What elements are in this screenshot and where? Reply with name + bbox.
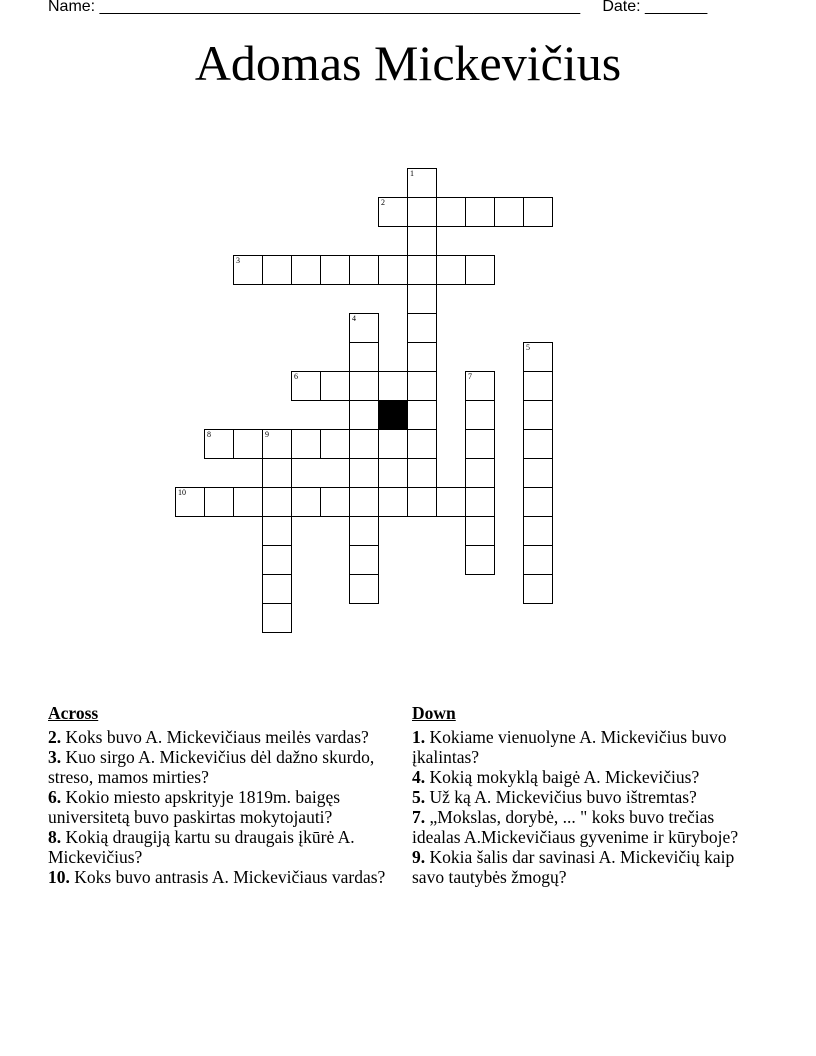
grid-cell[interactable]: [233, 255, 263, 285]
grid-cell[interactable]: [378, 487, 408, 517]
grid-cell[interactable]: [349, 516, 379, 546]
clue-across-6: 6. Kokio miesto apskrityje 1819m. baigęs universitetą buvo paskirtas mokytojauti?: [48, 787, 341, 827]
grid-cell[interactable]: [349, 255, 379, 285]
grid-cell[interactable]: [378, 255, 408, 285]
across-clues: [48, 703, 388, 887]
grid-cell[interactable]: [349, 545, 379, 575]
clue-down-4: 4. Kokią mokyklą baigė A. Mickevičius?: [412, 767, 700, 787]
grid-cell[interactable]: [262, 574, 292, 604]
clue-across-2: 2. Koks buvo A. Mickevičiaus meilės vardas?: [48, 727, 369, 747]
grid-cell[interactable]: [291, 487, 321, 517]
grid-cell[interactable]: [407, 429, 437, 459]
grid-cell[interactable]: [407, 255, 437, 285]
black-cell: [378, 400, 408, 430]
date-label: Date:: [602, 0, 641, 15]
clue-number: 8: [207, 430, 211, 439]
grid-cell[interactable]: [233, 429, 263, 459]
grid-cell[interactable]: [407, 371, 437, 401]
grid-cell[interactable]: [378, 429, 408, 459]
grid-cell[interactable]: [465, 400, 495, 430]
grid-cell[interactable]: [407, 342, 437, 372]
grid-cell[interactable]: [291, 255, 321, 285]
grid-cell[interactable]: [465, 371, 495, 401]
clue-across-3: 3. Kuo sirgo A. Mickevičius dėl dažno skurdo, streso, mamos mirties?: [48, 747, 375, 787]
clue-number: 6: [294, 372, 298, 381]
grid-cell[interactable]: [465, 429, 495, 459]
grid-cell[interactable]: [233, 487, 263, 517]
grid-cell[interactable]: [465, 545, 495, 575]
grid-cell[interactable]: [494, 197, 524, 227]
grid-cell[interactable]: [407, 487, 437, 517]
grid-cell[interactable]: [349, 458, 379, 488]
grid-cell[interactable]: [204, 487, 234, 517]
grid-cell[interactable]: [262, 429, 292, 459]
grid-cell[interactable]: [465, 516, 495, 546]
grid-cell[interactable]: [320, 371, 350, 401]
grid-cell[interactable]: [436, 197, 466, 227]
grid-cell[interactable]: [320, 429, 350, 459]
grid-cell[interactable]: [465, 255, 495, 285]
grid-cell[interactable]: [349, 400, 379, 430]
grid-cell[interactable]: [465, 487, 495, 517]
grid-cell[interactable]: [262, 516, 292, 546]
name-label: Name:: [48, 0, 96, 15]
clue-number: 5: [526, 343, 530, 352]
grid-cell[interactable]: [291, 371, 321, 401]
grid-cell[interactable]: [378, 371, 408, 401]
grid-cell[interactable]: [262, 458, 292, 488]
grid-cell[interactable]: [523, 487, 553, 517]
grid-cell[interactable]: [407, 284, 437, 314]
grid-cell[interactable]: [407, 226, 437, 256]
grid-cell[interactable]: [262, 255, 292, 285]
clue-number: 4: [352, 314, 356, 323]
clue-number: 9: [265, 430, 269, 439]
grid-cell[interactable]: [378, 197, 408, 227]
grid-cell[interactable]: [407, 313, 437, 343]
clue-number: 1: [410, 169, 414, 178]
date-field[interactable]: _______: [645, 0, 708, 15]
grid-cell[interactable]: [523, 458, 553, 488]
clue-down-5: 5. Už ką A. Mickevičius buvo ištremtas?: [412, 787, 697, 807]
grid-cell[interactable]: [436, 255, 466, 285]
grid-cell[interactable]: [349, 487, 379, 517]
clue-across-10: 10. Koks buvo antrasis A. Mickevičiaus vardas?: [48, 867, 386, 887]
grid-cell[interactable]: [523, 429, 553, 459]
grid-cell[interactable]: [320, 255, 350, 285]
grid-cell[interactable]: [523, 400, 553, 430]
grid-cell[interactable]: [262, 603, 292, 633]
grid-cell[interactable]: [407, 197, 437, 227]
grid-cell[interactable]: [349, 342, 379, 372]
grid-cell[interactable]: [262, 487, 292, 517]
grid-cell[interactable]: [349, 313, 379, 343]
grid-cell[interactable]: [436, 487, 466, 517]
clue-number: 7: [468, 372, 472, 381]
grid-cell[interactable]: [465, 197, 495, 227]
clue-down-9: 9. Kokia šalis dar savinasi A. Mickevičių kaip savo tautybės žmogų?: [412, 847, 735, 887]
clue-number: 2: [381, 198, 385, 207]
grid-cell[interactable]: [523, 574, 553, 604]
grid-cell[interactable]: [204, 429, 234, 459]
grid-cell[interactable]: [523, 545, 553, 575]
grid-cell[interactable]: [320, 487, 350, 517]
name-field[interactable]: ______________________________________________________: [99, 0, 581, 15]
grid-cell[interactable]: [523, 516, 553, 546]
clue-number: 3: [236, 256, 240, 265]
clue-down-1: 1. Kokiame vienuolyne A. Mickevičius buvo įkalintas?: [412, 727, 727, 767]
clue-across-8: 8. Kokią draugiją kartu su draugais įkūrė A. Mickevičius?: [48, 827, 355, 867]
grid-cell[interactable]: [523, 342, 553, 372]
across-heading: Across: [48, 703, 99, 723]
grid-cell[interactable]: [175, 487, 205, 517]
grid-cell[interactable]: [407, 168, 437, 198]
down-heading: Down: [412, 703, 456, 723]
clue-number: 10: [178, 488, 186, 497]
grid-cell[interactable]: [523, 197, 553, 227]
grid-cell[interactable]: [407, 458, 437, 488]
grid-cell[interactable]: [291, 429, 321, 459]
clue-down-7: 7. „Mokslas, dorybė, ... " koks buvo trečias idealas A.Mickevičiaus gyvenime ir kūryboje?: [412, 807, 739, 847]
page-title: Adomas Mickevičius: [194, 35, 622, 91]
grid-cell[interactable]: [523, 371, 553, 401]
grid-cell[interactable]: [465, 458, 495, 488]
grid-cell[interactable]: [349, 371, 379, 401]
down-clues: [412, 703, 752, 887]
grid-cell[interactable]: [349, 429, 379, 459]
grid-cell[interactable]: [349, 574, 379, 604]
grid-cell[interactable]: [262, 545, 292, 575]
grid-cell[interactable]: [407, 400, 437, 430]
